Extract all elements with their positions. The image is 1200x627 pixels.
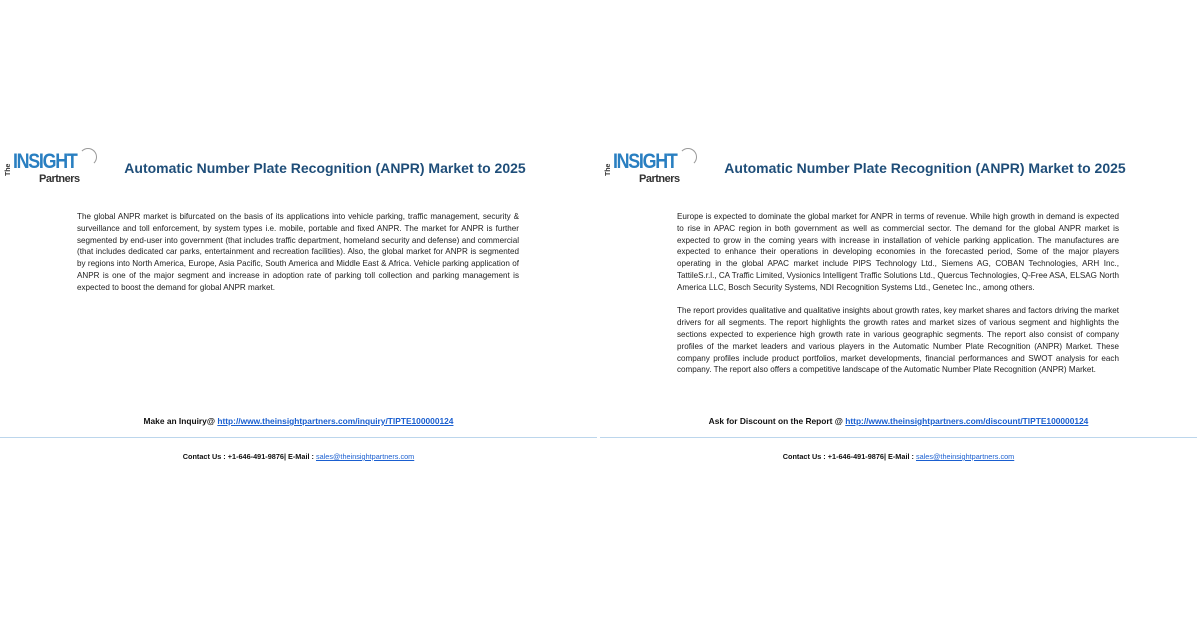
inquiry-link[interactable]: http://www.theinsightpartners.com/inquiry/TIPTE100000124: [217, 416, 454, 426]
logo-partners: Partners: [639, 173, 680, 185]
email-link[interactable]: sales@theinsightpartners.com: [315, 452, 415, 461]
email-link[interactable]: sales@theinsightpartners.com: [915, 452, 1015, 461]
logo-partners: Partners: [39, 173, 80, 185]
insight-partners-logo: [605, 150, 697, 190]
page-title: Automatic Number Plate Recognition (ANPR) Market to 2025: [124, 160, 526, 176]
logo-the: The: [605, 163, 612, 176]
logo-insight: INSIGHT: [13, 150, 77, 173]
divider: [0, 437, 597, 438]
insight-partners-logo: [5, 150, 97, 190]
inquiry-label: Make an Inquiry@: [143, 416, 218, 426]
contact-line: [0, 452, 597, 461]
paragraph: Europe is expected to dominate the global market for ANPR in terms of revenue. While high growth in demand is expected to rise in APAC region in both government as well as commercial sector. The demand for the global ANPR market is expected to grow in the coming years with increase in installation of vehicle parking application. The manufactures are expected to enhance their operations in developing economies in the forecasted period, Some of the major players operating in the global APAC market include PIPS Technology Ltd., Siemens AG, COBAN Technologies, ARH Inc., TattileS.r.l., CA Traffic Limited, Vysionics Intelligent Traffic Solutions Ltd., Quercus Technologies, Q-Free ASA, ELSAG North America LLC, Bosch Security Systems, NDI Recognition Systems Ltd., Genetec Inc., among others.: [677, 212, 1119, 292]
divider: [600, 437, 1197, 438]
paragraph: The global ANPR market is bifurcated on the basis of its applications into vehicle parking, traffic management, security & surveillance and toll enforcement, by system types i.e. mobile, portable and fixed ANPR. The market for ANPR is further segmented by end-user into government (that includes traffic department, homeland security and defense) and commercial (that includes dedicated car parks, entertainment and recreation facilities). Also, the global market for ANPR is segmented by regions into North America, Europe, Asia Pacific, South America and Middle East & Africa. Vehicle parking application of ANPR is one of the major segment and increase in adoption rate of parking toll collection and parking management is expected to boost the demand for global ANPR market.: [77, 212, 519, 292]
body-text: [677, 211, 1119, 388]
contact-line: [600, 452, 1197, 461]
logo-arc-icon: [679, 148, 697, 166]
body-text: [77, 211, 519, 305]
contact-label: Contact Us : +1-646-491-9876| E-Mail :: [182, 452, 316, 461]
page-title: Automatic Number Plate Recognition (ANPR) Market to 2025: [724, 160, 1126, 176]
contact-label: Contact Us : +1-646-491-9876| E-Mail :: [782, 452, 916, 461]
inquiry-line: [0, 416, 597, 426]
page-right: [600, 0, 1200, 627]
logo-the: The: [5, 163, 12, 176]
discount-line: [600, 416, 1197, 426]
logo-insight: INSIGHT: [613, 150, 677, 173]
discount-label: Ask for Discount on the Report @: [708, 416, 846, 426]
logo-arc-icon: [79, 148, 97, 166]
paragraph: The report provides qualitative and qualitative insights about growth rates, key market shares and factors driving the market drivers for all segments. The report highlights the growth rates and market sizes of various segment and highlights the sections expected to experience high growth rate in various geographic segments. The report also consist of company profiles of the market leaders and various players in the Automatic Number Plate Recognition (ANPR) Market. These company profiles include product portfolios, market developments, financial performances and SWOT analysis for each company. The report also offers a competitive landscape of the Automatic Number Plate Recognition (ANPR) Market.: [677, 306, 1119, 375]
discount-link[interactable]: http://www.theinsightpartners.com/discount/TIPTE100000124: [845, 416, 1089, 426]
